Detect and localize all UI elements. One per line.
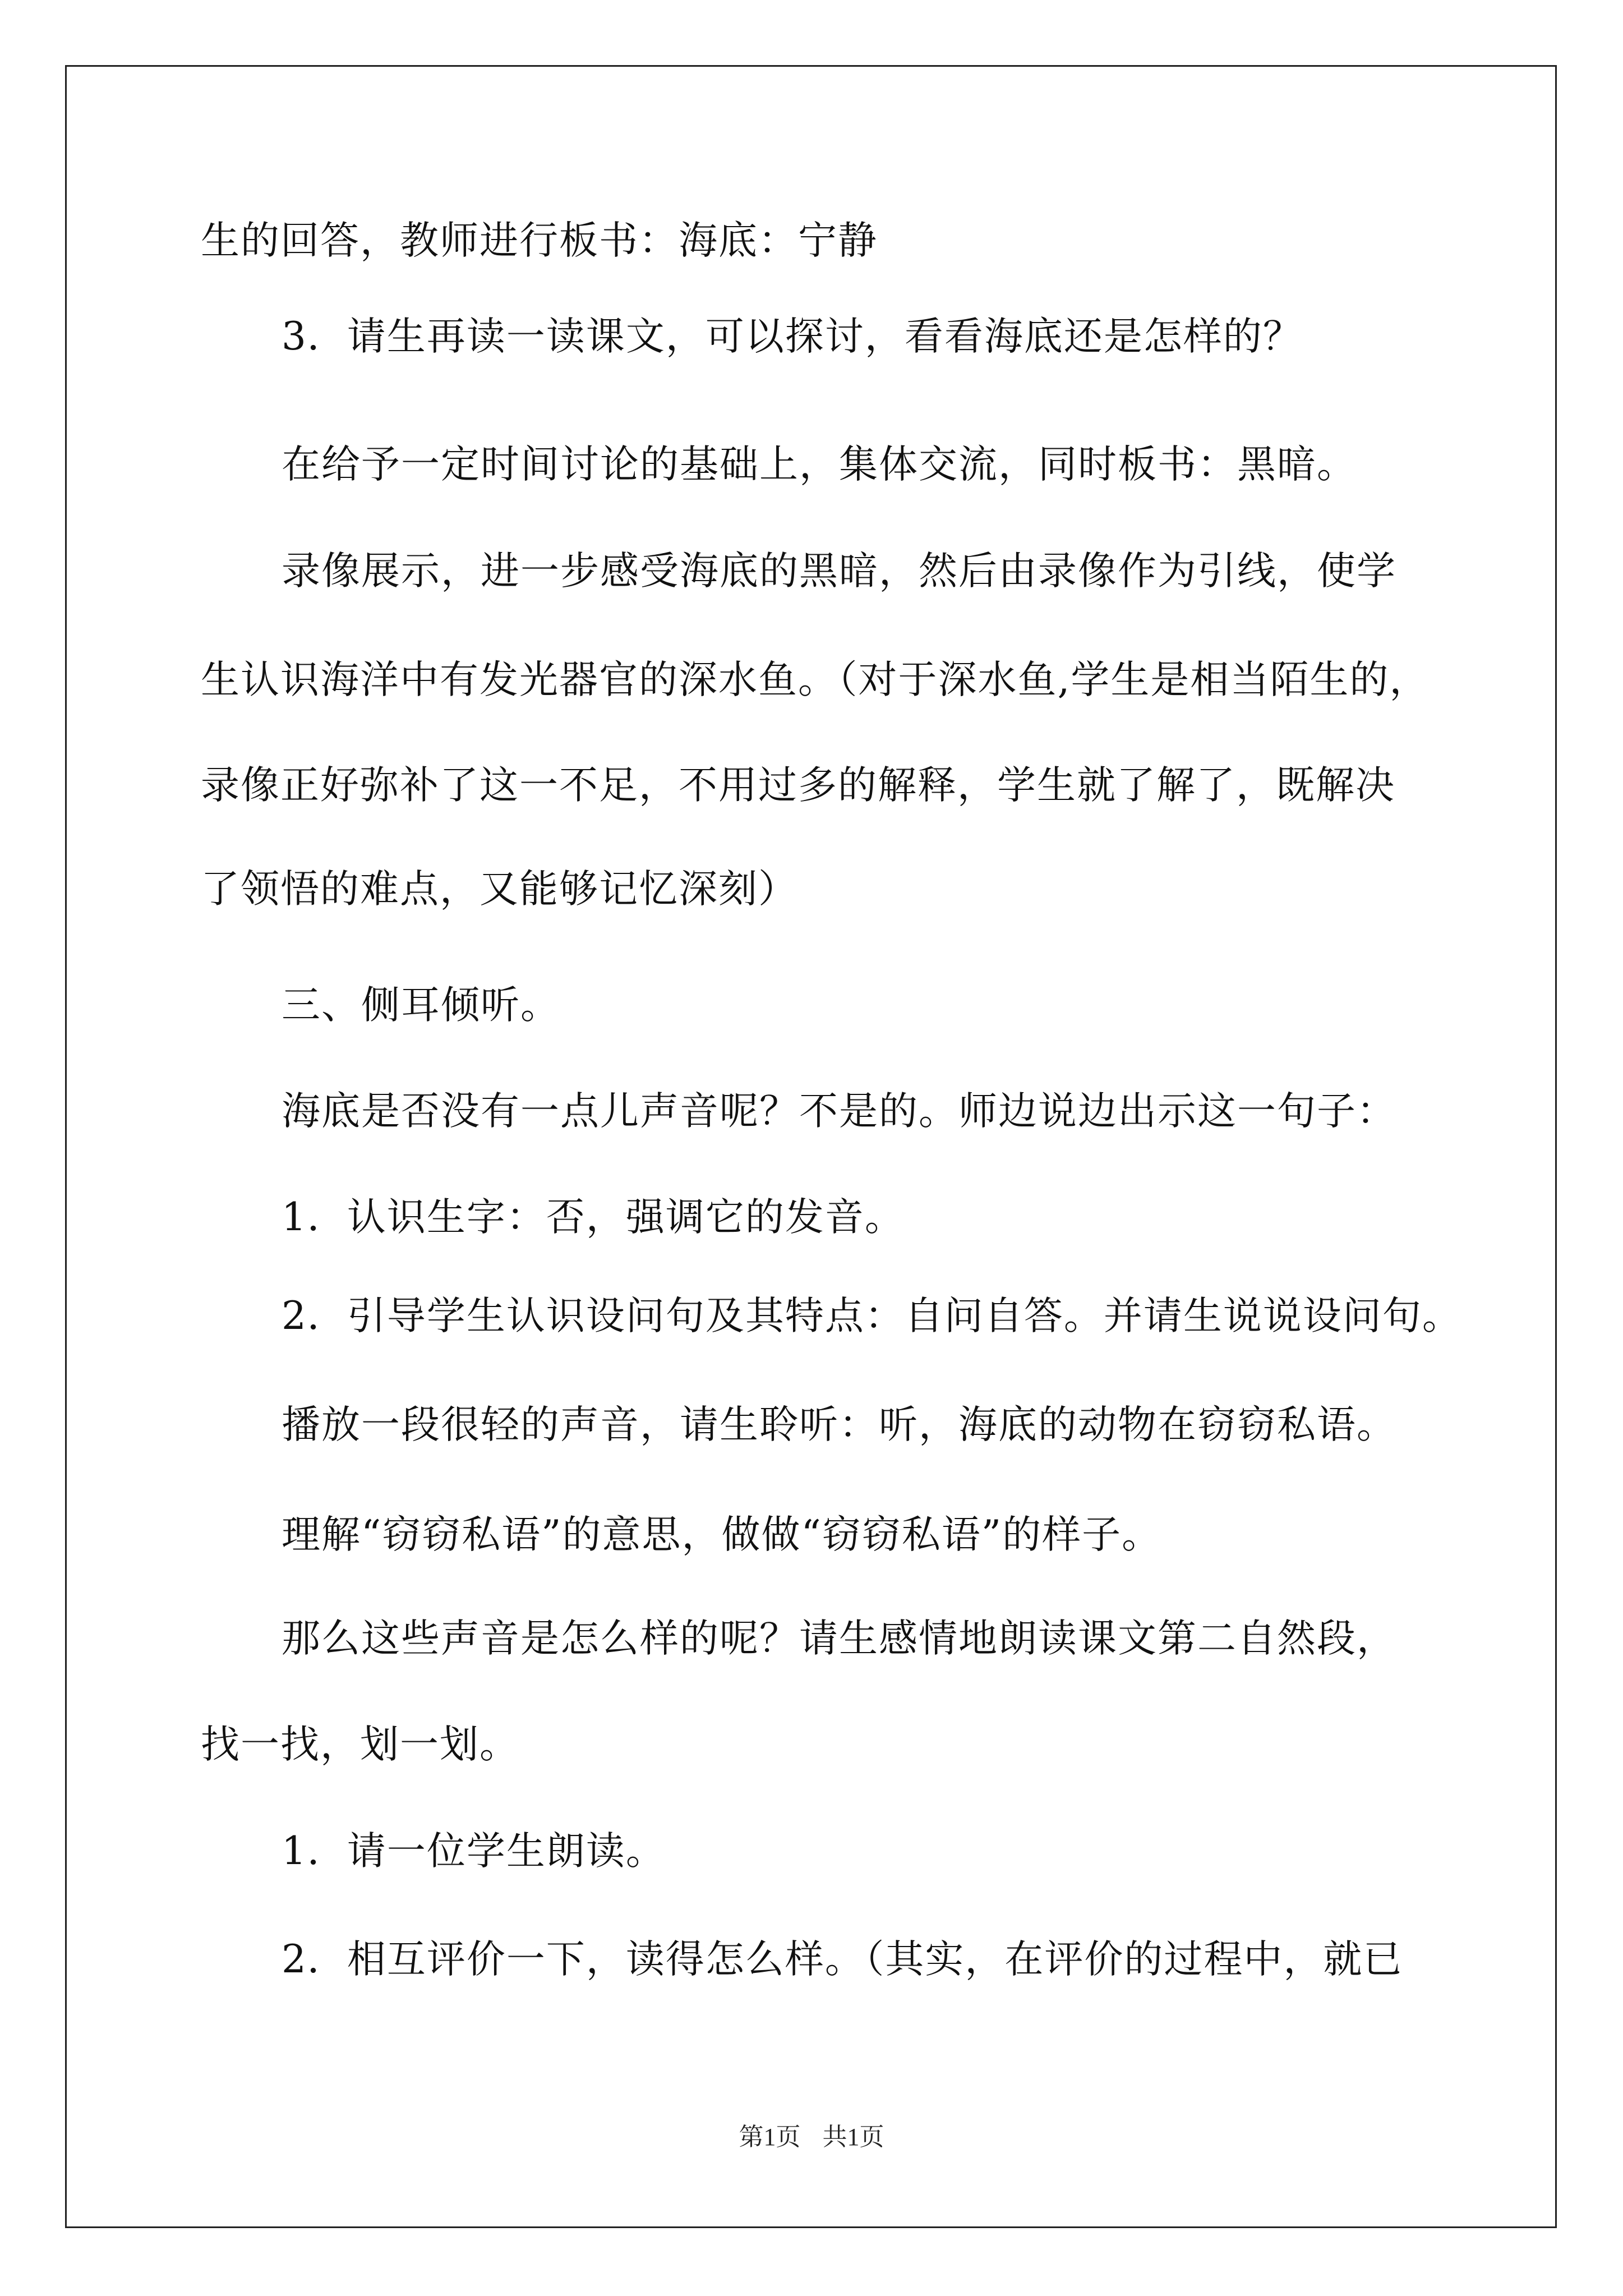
page-border xyxy=(65,65,1557,2228)
paragraph-line: 生认识海洋中有发光器官的深水鱼。（对于深水鱼,学生是相当陌生的， xyxy=(201,657,1430,702)
page-number-total: 共1页 xyxy=(822,2123,884,2151)
paragraph-line: 3．请生再读一读课文，可以探讨，看看海底还是怎样的？ xyxy=(282,314,1303,359)
paragraph-line: 生的回答，教师进行板书：海底：宁静 xyxy=(201,218,878,263)
paragraph-line: 2．相互评价一下，读得怎么样。（其实，在评价的过程中，就已 xyxy=(282,1937,1403,1982)
paragraph-line: 1．请一位学生朗读。 xyxy=(282,1829,666,1874)
paragraph-line: 在给予一定时间讨论的基础上，集体交流，同时板书：黑暗。 xyxy=(282,442,1357,487)
paragraph-line: 三、侧耳倾听。 xyxy=(282,983,560,1028)
paragraph-line: 海底是否没有一点儿声音呢？不是的。师边说边出示这一句子： xyxy=(282,1089,1396,1134)
paragraph-line: 播放一段很轻的声音，请生聆听：听，海底的动物在窃窃私语。 xyxy=(282,1402,1396,1447)
paragraph-line: 那么这些声音是怎么样的呢？请生感情地朗读课文第二自然段， xyxy=(282,1616,1396,1661)
paragraph-line: 找一找，划一划。 xyxy=(201,1722,519,1767)
paragraph-line: 录像正好弥补了这一不足，不用过多的解释，学生就了解了，既解决 xyxy=(201,763,1395,808)
page-footer xyxy=(0,2120,1623,2154)
paragraph-line: 录像展示，进一步感受海底的黑暗，然后由录像作为引线，使学 xyxy=(282,549,1396,593)
paragraph-line: 了领悟的难点，又能够记忆深刻） xyxy=(201,867,798,912)
page-number-current: 第1页 xyxy=(739,2123,801,2151)
paragraph-line: 1．认识生字：否，强调它的发音。 xyxy=(282,1195,905,1240)
paragraph-line: 2．引导学生认识设问句及其特点：自问自答。并请生说说设问句。 xyxy=(282,1294,1462,1338)
paragraph-line: 理解“窃窃私语”的意思，做做“窃窃私语”的样子。 xyxy=(282,1512,1162,1557)
